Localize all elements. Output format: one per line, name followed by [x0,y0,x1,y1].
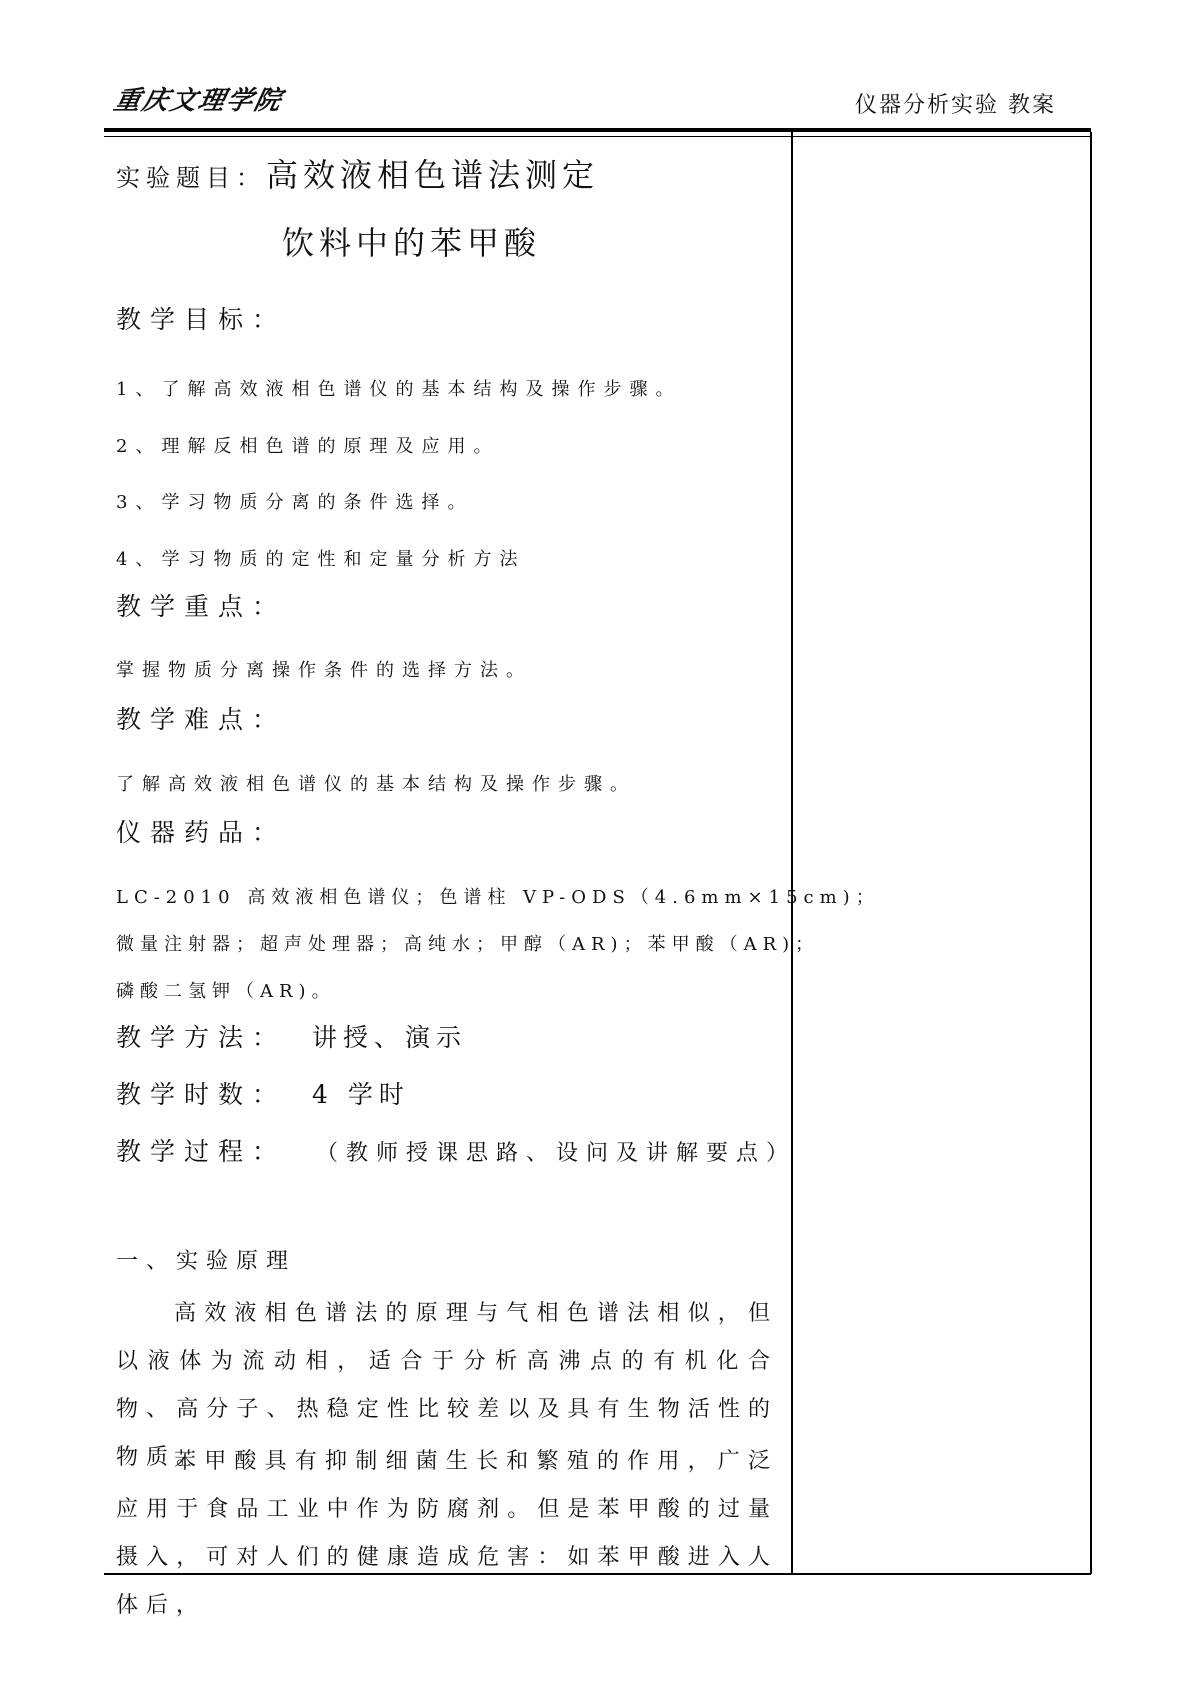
table-column-divider [791,132,793,1574]
hours-row [116,1075,410,1111]
school-logo: 重庆文理学院 [111,86,286,116]
method-value: 讲授、演示 [312,1023,468,1052]
title-line-1: 高效液相色谱法测定 [266,156,600,194]
header-rule-thin [104,136,1091,137]
principle-paragraph-1: 高效液相色谱法的原理与气相色谱法相似，但以液体为流动相，适合于分析高沸点的有机化合物、高分子、热稳定性比较差以及具有生物活性的物质。 [116,1301,778,1470]
process-heading: 教学过程： [116,1137,287,1166]
objectives-heading: 教学目标： [116,305,287,334]
objective-item-2: 2、理解反相色谱的原理及应用。 [116,436,500,457]
difficulties-heading: 教学难点： [116,705,287,734]
principle-paragraph-2: 苯甲酸具有抑制细菌生长和繁殖的作用，广泛应用于食品工业中作为防腐剂。但是苯甲酸的过量摄入，可对人们的健康造成危害：如苯甲酸进入人体后， [116,1449,778,1618]
section-heading-principle: 一、实验原理 [116,1249,297,1274]
objective-item-4: 4、学习物质的定性和定量分析方法 [116,549,526,570]
experiment-title [116,150,781,196]
title-label: 实验题目： [116,164,266,192]
hours-value: 4 学时 [312,1080,410,1109]
hours-heading: 教学时数： [116,1080,287,1109]
header-rule-thick [104,128,1091,132]
process-row [116,1132,796,1168]
course-title: 仪器分析实验 教案 [855,93,1056,118]
method-row [116,1018,467,1054]
title-line-2: 饮料中的苯甲酸 [282,224,542,262]
objective-item-3: 3、学习物质分离的条件选择。 [116,492,474,513]
key-points-text: 掌握物质分离操作条件的选择方法。 [116,660,532,681]
method-heading: 教学方法： [116,1023,287,1052]
process-note: （教师授课思路、设问及讲解要点） [316,1141,797,1166]
instruments-heading: 仪器药品： [116,818,287,847]
instruments-line-3: 磷酸二氢钾（AR)。 [116,981,336,1002]
difficulties-text: 了解高效液相色谱仪的基本结构及操作步骤。 [116,774,636,795]
instruments-line-1: LC-2010 高效液相色谱仪；色谱柱 VP-ODS（4.6mm×15cm)； [116,887,880,908]
instruments-line-2: 微量注射器；超声处理器；高纯水；甲醇（AR)；苯甲酸（AR)； [116,934,820,955]
lesson-plan-main-column [116,150,781,264]
key-points-heading: 教学重点： [116,592,287,621]
table-right-border [1090,132,1092,1574]
objective-item-1: 1、了解高效液相色谱仪的基本结构及操作步骤。 [116,379,682,400]
